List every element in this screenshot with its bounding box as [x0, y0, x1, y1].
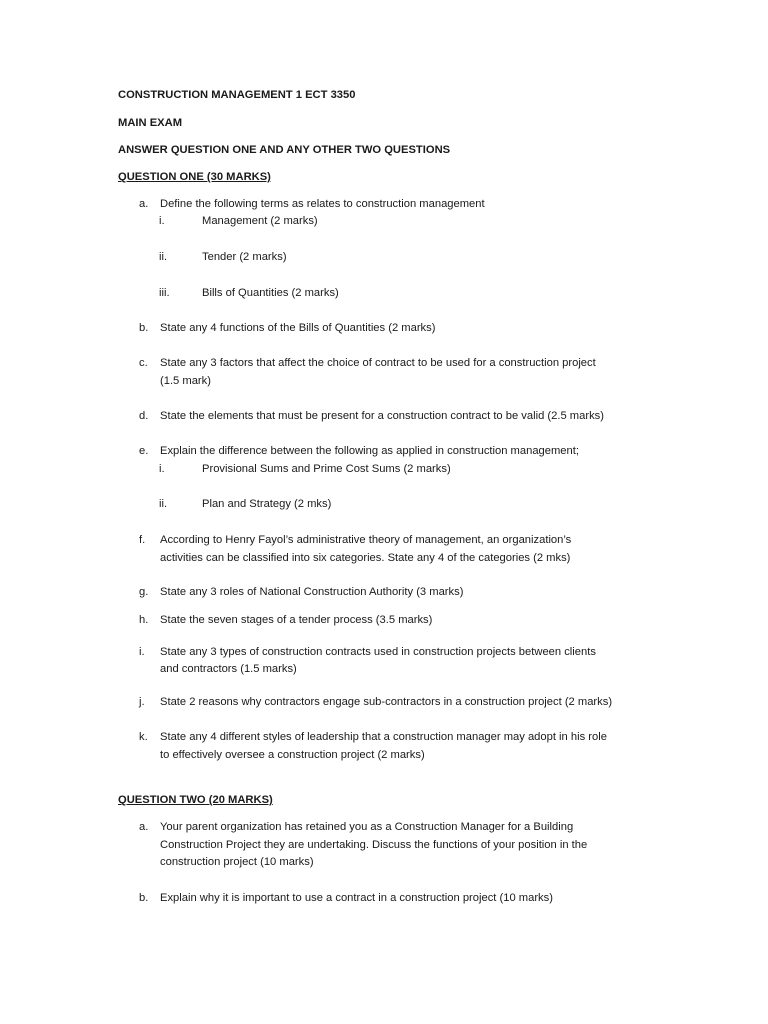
q1-e-text: Explain the difference between the following as applied in construction management;	[160, 445, 579, 457]
q1-a-letter: a.	[139, 198, 149, 210]
q2-a-line1: Your parent organization has retained you as a Construction Manager for a Building	[160, 821, 574, 833]
exam-instruction: ANSWER QUESTION ONE AND ANY OTHER TWO QUESTIONS	[118, 144, 451, 156]
q1-a-i-text: Management (2 marks)	[202, 215, 318, 227]
q1-b-text: State any 4 functions of the Bills of Quantities (2 marks)	[160, 322, 436, 334]
q1-a-text: Define the following terms as relates to construction management	[160, 198, 485, 210]
q1-i-line1: State any 3 types of construction contracts used in construction projects between clients	[160, 646, 596, 658]
q1-e-i-num: i.	[159, 463, 165, 475]
q2-a-line2: Construction Project they are undertaking. Discuss the functions of your position in the	[160, 839, 588, 851]
q1-a-ii-num: ii.	[159, 251, 168, 263]
q1-k-letter: k.	[139, 731, 148, 743]
q2-a-letter: a.	[139, 821, 149, 833]
q1-a-iii-num: iii.	[159, 287, 170, 299]
q1-g-letter: g.	[139, 586, 149, 598]
q1-d-letter: d.	[139, 410, 149, 422]
q1-a-ii-text: Tender (2 marks)	[202, 251, 287, 263]
q1-e-ii-num: ii.	[159, 498, 168, 510]
q1-e-i-text: Provisional Sums and Prime Cost Sums (2 marks)	[202, 463, 451, 475]
question-one-title: QUESTION ONE (30 MARKS)	[118, 171, 271, 183]
q1-h-letter: h.	[139, 614, 149, 626]
q2-b-text: Explain why it is important to use a contract in a construction project (10 marks)	[160, 892, 553, 904]
q1-a-i-num: i.	[159, 215, 165, 227]
q1-i-line2: and contractors (1.5 marks)	[160, 663, 297, 675]
q1-k-line1: State any 4 different styles of leadership that a construction manager may adopt in his role	[160, 731, 607, 743]
course-title: CONSTRUCTION MANAGEMENT 1 ECT 3350	[118, 89, 356, 101]
q1-f-line1: According to Henry Fayol’s administrative theory of management, an organization’s	[160, 534, 572, 546]
q1-e-letter: e.	[139, 445, 149, 457]
q1-c-letter: c.	[139, 357, 148, 369]
question-two-title: QUESTION TWO (20 MARKS)	[118, 794, 273, 806]
exam-type: MAIN EXAM	[118, 117, 183, 129]
q1-b-letter: b.	[139, 322, 149, 334]
q1-g-text: State any 3 roles of National Construction Authority (3 marks)	[160, 586, 464, 598]
q1-a-iii-text: Bills of Quantities (2 marks)	[202, 287, 339, 299]
q1-d-text: State the elements that must be present for a construction contract to be valid (2.5 marks)	[160, 410, 604, 422]
q1-k-line2: to effectively oversee a construction project (2 marks)	[160, 749, 425, 761]
q1-c-line2: (1.5 mark)	[160, 375, 211, 387]
q1-j-letter: j.	[139, 696, 145, 708]
q1-h-text: State the seven stages of a tender process (3.5 marks)	[160, 614, 433, 626]
q1-j-text: State 2 reasons why contractors engage sub-contractors in a construction project (2 marks)	[160, 696, 613, 708]
q2-a-line3: construction project (10 marks)	[160, 856, 314, 868]
q1-c-line1: State any 3 factors that affect the choice of contract to be used for a construction project	[160, 357, 596, 369]
q1-i-letter: i.	[139, 646, 145, 658]
q1-e-ii-text: Plan and Strategy (2 mks)	[202, 498, 332, 510]
q1-f-letter: f.	[139, 534, 146, 546]
q2-b-letter: b.	[139, 892, 149, 904]
q1-f-line2: activities can be classified into six categories. State any 4 of the categories (2 mks)	[160, 552, 571, 564]
